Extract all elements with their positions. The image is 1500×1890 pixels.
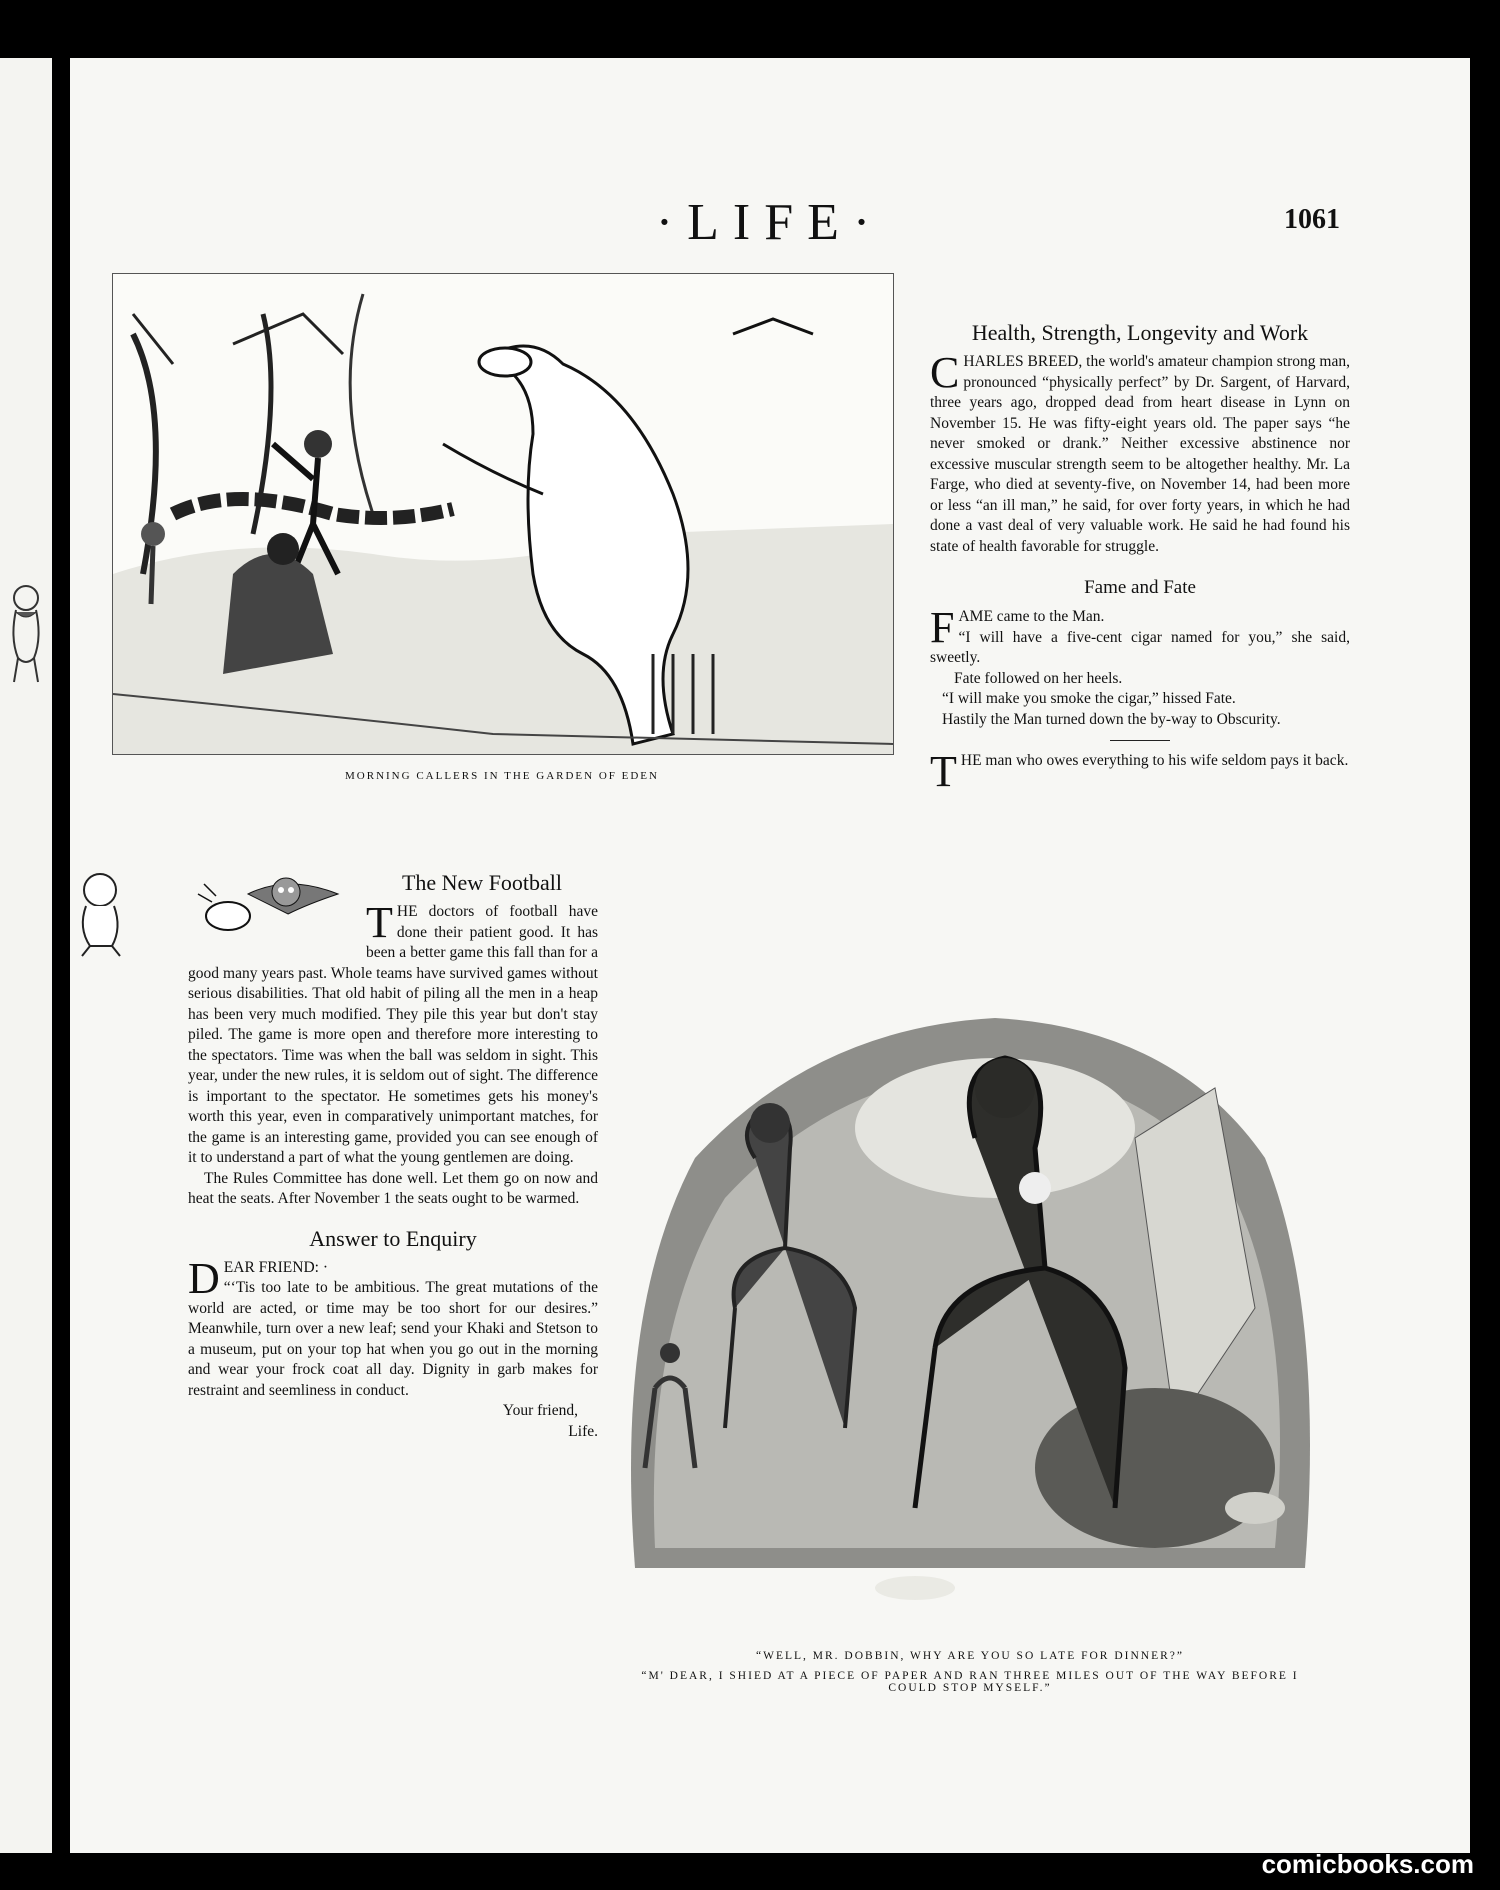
enquiry-closing: Your friend, xyxy=(502,1402,578,1419)
wife-note xyxy=(930,747,1350,796)
wife-note-drop-cap: T xyxy=(930,747,957,796)
football-article-title: The New Football xyxy=(401,870,563,895)
bottom-caption-line-1: “WELL, MR. DOBBIN, WHY ARE YOU SO LATE FOR DINNER?” xyxy=(755,1650,1185,1662)
watermark: comicbooks.com xyxy=(1261,1849,1474,1879)
top-illustration-caption: MORNING CALLERS IN THE GARDEN OF EDEN xyxy=(345,770,659,782)
adjacent-page-edge xyxy=(0,58,52,1853)
page-number: 1061 xyxy=(1284,204,1340,235)
enquiry-article xyxy=(188,1253,598,1443)
fame-line-5: Hastily the Man turned down the by-way to Obscurity. xyxy=(942,710,1281,728)
health-article-title: Health, Strength, Longevity and Work xyxy=(971,320,1309,345)
divider-rule xyxy=(1110,740,1170,741)
wife-note-body: HE man who owes everything to his wife seldom pays it back. xyxy=(960,752,1349,769)
fame-line-2: “I will have a five-cent cigar named for you,” she said, sweetly. xyxy=(930,628,1350,666)
fame-article-title: Fame and Fate xyxy=(1084,577,1196,598)
margin-monkey-doodle xyxy=(4,578,48,688)
fame-line-4: “I will make you smoke the cigar,” hissed Fate. xyxy=(942,690,1236,707)
masthead: ·LIFE· xyxy=(655,194,885,251)
football-drop-cap: T xyxy=(366,898,393,947)
fame-line-3: Fate followed on her heels. xyxy=(954,669,1123,687)
health-article-body: HARLES BREED, the world's amateur champion strong man, pronounced “physically perfect” by Dr. Sargent, of Harvard, three years ago, dropped dead from heart disease in Lynn on November 15. He was fifty-eight years old. The paper says “he never smoked or drank.” Neither excessive abstinence nor excessive muscular strength seem to be altogether healthy. Mr. La Farge, who died at seventy-five, on November 14, had been more or less “an ill man,” he said, for over forty years, in which he had done a vast deal of very valuable work. He said he had found his state of health favorable for struggle. xyxy=(930,353,1350,555)
garden-of-eden-illustration xyxy=(112,273,894,755)
football-para-2: The Rules Committee has done well. Let them go on now and heat the seats. After November 1 the seats ought to be warmed. xyxy=(188,1169,598,1207)
magazine-page xyxy=(70,58,1470,1853)
fame-drop-cap: F xyxy=(930,603,955,652)
enquiry-salutation: EAR FRIEND: · xyxy=(223,1258,328,1276)
health-drop-cap: C xyxy=(930,348,960,397)
enquiry-signature: Life. xyxy=(568,1422,598,1440)
fame-line-1: AME came to the Man. xyxy=(958,608,1105,625)
football-article xyxy=(188,870,598,1442)
enquiry-drop-cap: D xyxy=(188,1253,220,1303)
enquiry-body: “‘Tis too late to be ambitious. The great mutations of the world are acted, or time may be too short for our desires.” Meanwhile, turn over a new leaf; send your Khaki and Stetson to a museum, put on your top hat when you go out in the morning and wear your frock coat all day. Dignity in garb makes for restraint and seemliness in conduct. xyxy=(188,1279,598,1399)
health-article xyxy=(930,320,1350,796)
margin-child-doodle xyxy=(72,868,128,958)
owl-football-icon xyxy=(188,864,358,944)
enquiry-article-title: Answer to Enquiry xyxy=(309,1225,477,1251)
football-para-1: HE doctors of football have done their patient good. It has been a better game this fall than for a good many years past. Whole teams have survived games without serious disabilities. That old habit of piling all the men in a heap has been very much modified. They pile this year but don't stay piled. The game is more open and therefore more interesting to the spectators. Time was when the ball was seldom in sight. This year, under the new rules, it is seldom out of sight. The difference is important to the spectator. He sometimes gets his money's worth this year, even in comparatively unimportant matches, for the game is an interesting game, provided you can see enough of it to understand a part of what the young gentlemen are doing. xyxy=(188,903,598,1166)
bottom-caption-line-2: “M' DEAR, I SHIED AT A PIECE OF PAPER AND RAN THREE MILES OUT OF THE WAY BEFORE I COULD STOP MYSELF.” xyxy=(641,1670,1299,1694)
fame-article xyxy=(930,603,1350,730)
centaurs-cave-illustration xyxy=(615,1008,1325,1608)
